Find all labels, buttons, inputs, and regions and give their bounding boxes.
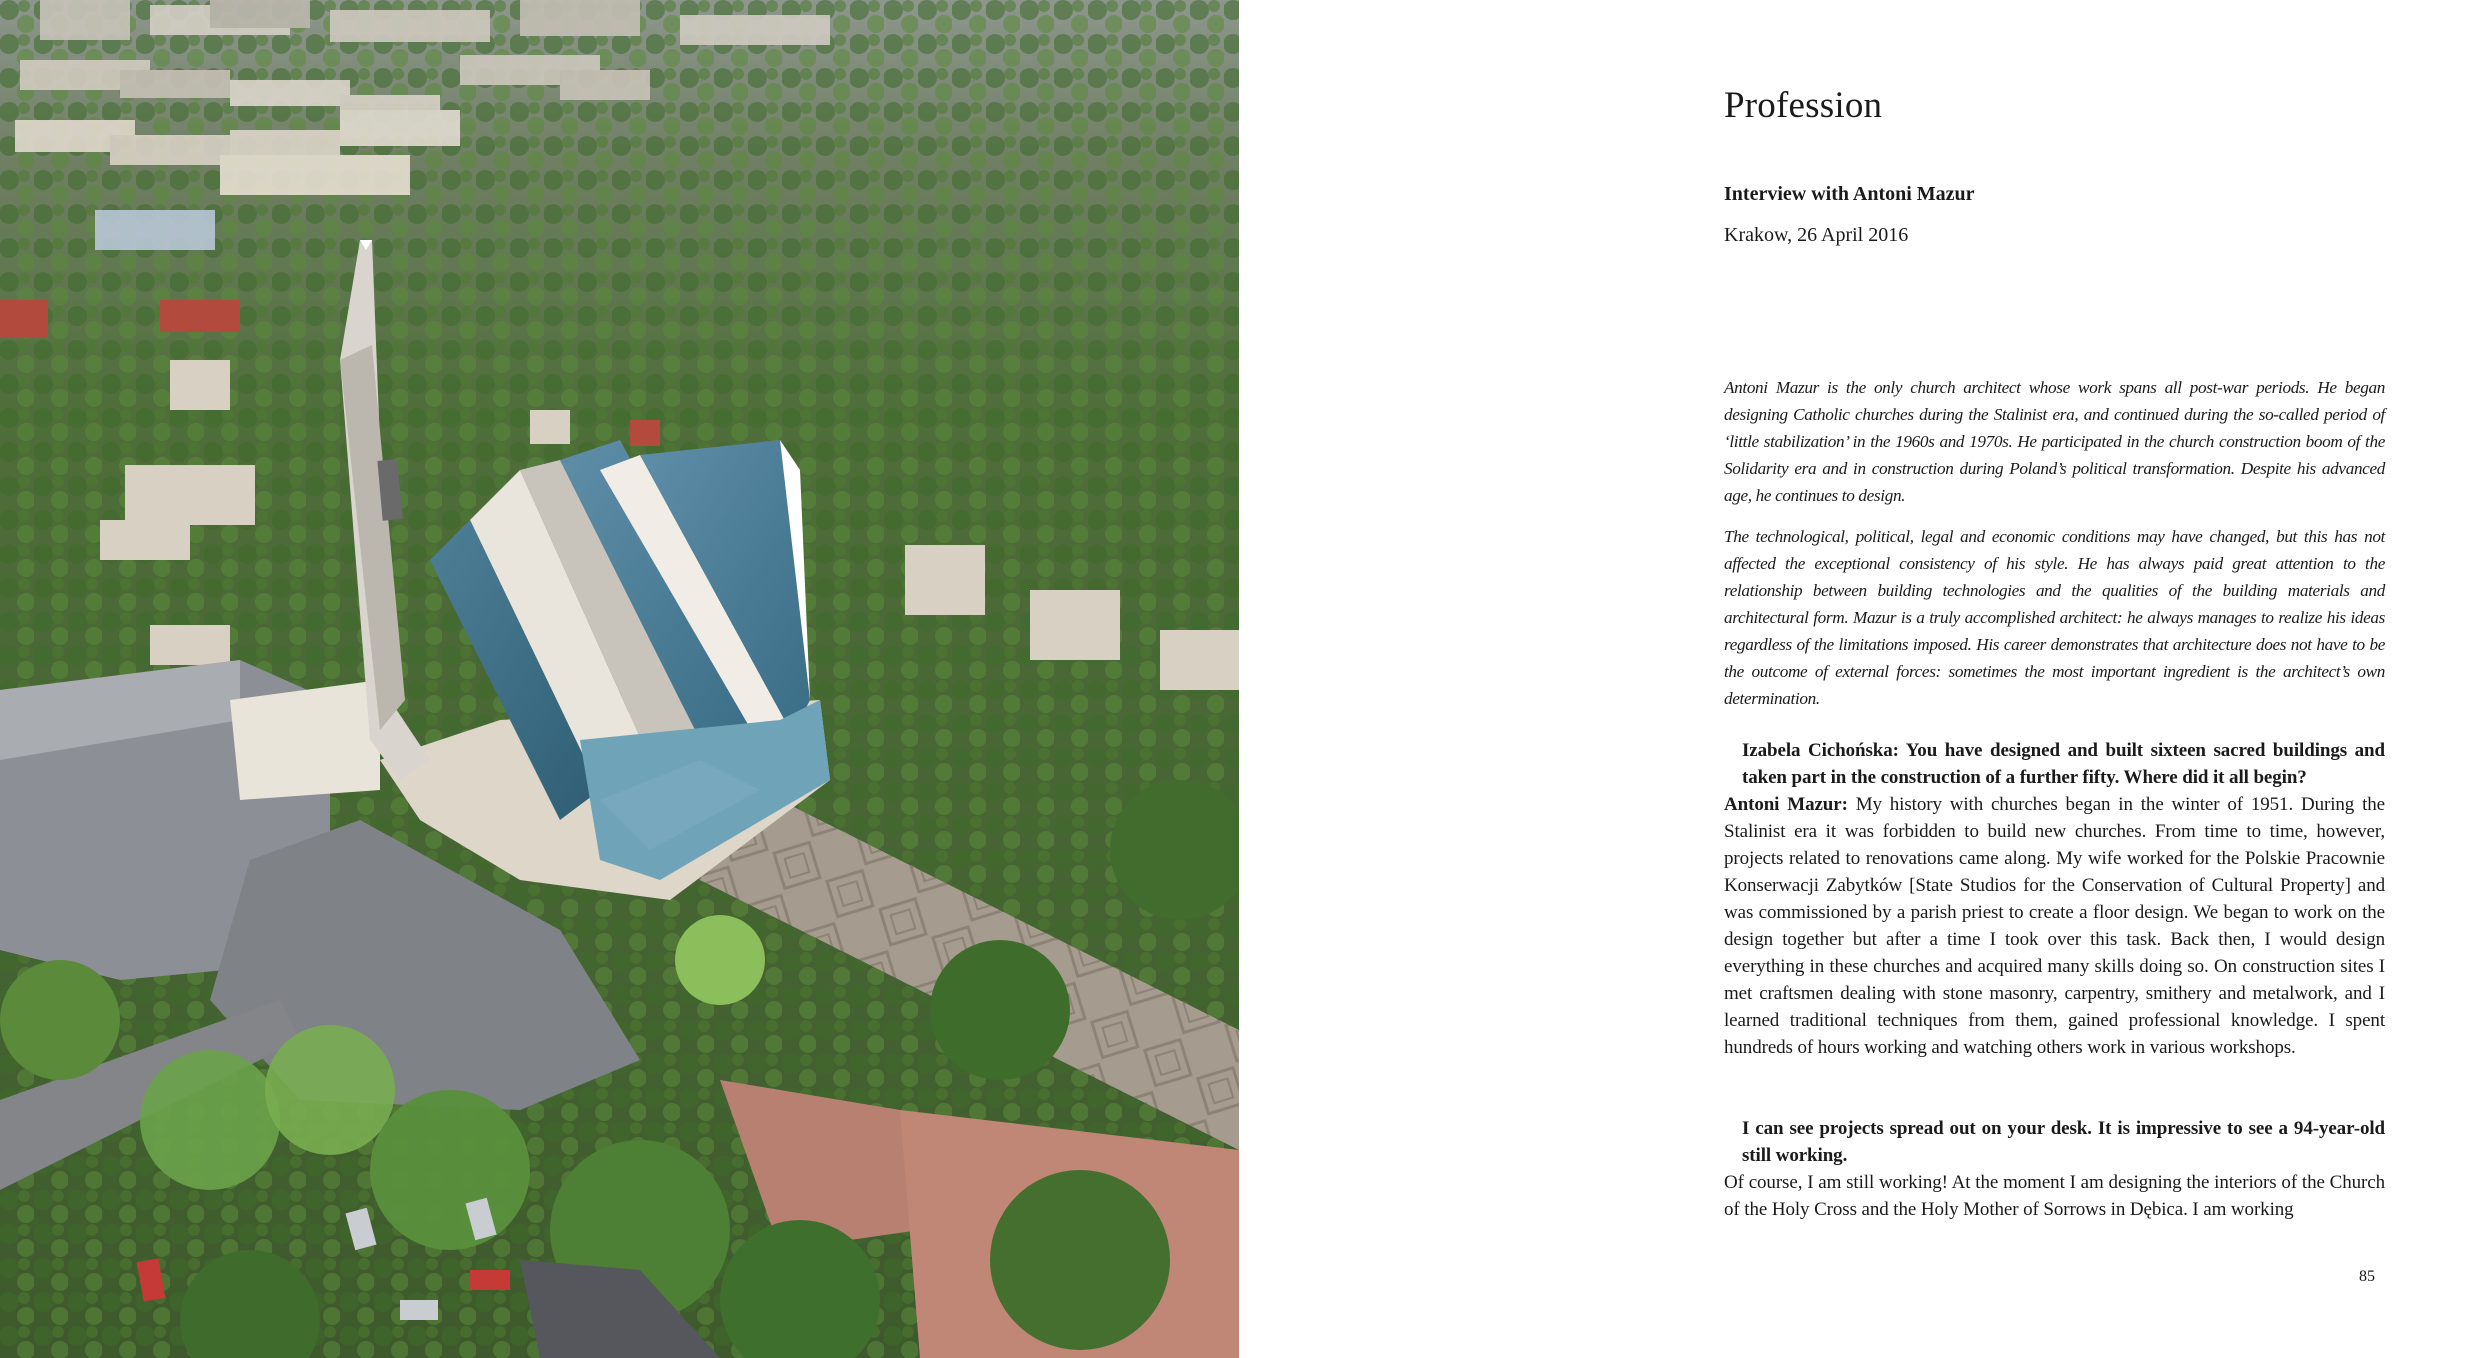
interview-answer: Of course, I am still working! At the moment I am designing the interiors of the Church of the Holy Cross and the Holy Mother of Sorrows in Dębica. I am working xyxy=(1724,1172,2385,1220)
interview-question: I can see projects spread out on your desk. It is impressive to see a 94-year-old still working. xyxy=(1742,1118,2385,1166)
aerial-church-photo xyxy=(0,0,1239,1358)
interview-question: Izabela Cichońska: You have designed and built sixteen sacred buildings and taken part in the construction of a further fifty. Where did it all begin? xyxy=(1742,740,2385,788)
answer-speaker: Antoni Mazur: xyxy=(1724,794,1848,815)
interview-body xyxy=(1724,737,2385,1061)
page-number: 85 xyxy=(2359,1268,2375,1285)
interview-subtitle: Interview with Antoni Mazur xyxy=(1724,183,1975,205)
interview-answer xyxy=(1724,791,2385,1061)
intro-paragraph: The technological, political, legal and economic conditions may have changed, but this has not affected the exceptional consistency of his style. He has always paid great attention to the relationship between building technologies and the qualities of the building materials and architectural form. Mazur is a truly accomplished architect: he always manages to realize his ideas regardless of the limitations imposed. His career demonstrates that architecture does not have to be the outcome of external forces: sometimes the most important ingredient is the architect’s own determination. xyxy=(1724,527,2385,708)
intro-paragraph: Antoni Mazur is the only church architect whose work spans all post-war periods. He began designing Catholic churches during the Stalinist era, and continued during the so-called period of ‘little stabilization’ in the 1960s and 1970s. He participated in the church construction boom of the Solidarity era and in construction during Poland’s political transformation. Despite his advanced age, he continues to design. xyxy=(1724,378,2385,505)
right-page xyxy=(1239,0,2480,1358)
dateline: Krakow, 26 April 2016 xyxy=(1724,224,1909,246)
answer-text: My history with churches began in the winter of 1951. During the Stalinist era it was forbidden to build new churches. From time to time, however, projects related to renovations came along. My wife worked for the Polskie Pracownie Konserwacji Zabytków [State Studios for the Conservation of Cultural Property] and was commissioned by a parish priest to create a floor design. We began to work on the design together but after a time I took over this task. Back then, I would design everything in these churches and acquired many skills doing so. On construction sites I met craftsmen dealing with stone masonry, carpentry, smithery and metalwork, and I learned traditional techniques from them, gained professional knowledge. I spent hundreds of hours working and watching others work in various workshops. xyxy=(1724,794,2385,1058)
interview-body-continued xyxy=(1724,1115,2385,1223)
intro-text xyxy=(1724,374,2385,726)
page-title: Profession xyxy=(1724,85,1883,126)
